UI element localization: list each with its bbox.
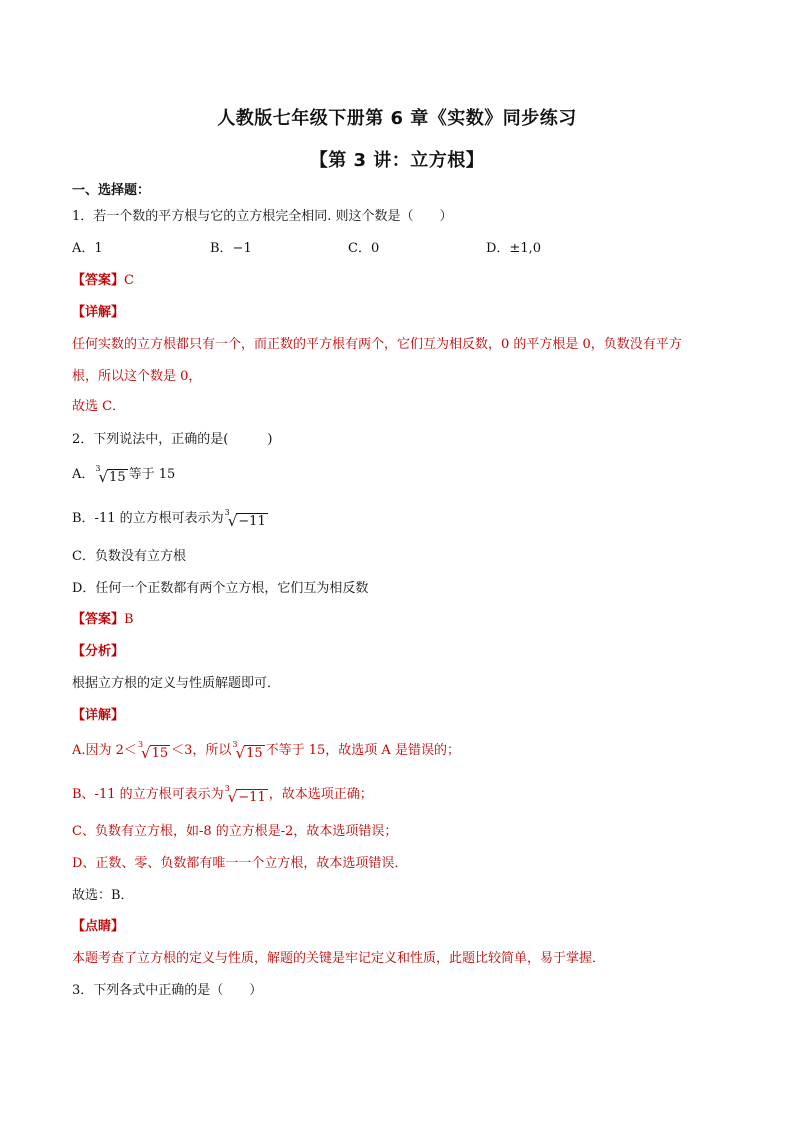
detail-text: A.因为 2＜ bbox=[72, 743, 137, 758]
root-index: 3 bbox=[137, 740, 144, 749]
option-prefix: B．-11 的立方根可表示为 bbox=[72, 511, 224, 526]
option-prefix: A． bbox=[72, 467, 95, 482]
detail-label: 【详解】 bbox=[72, 708, 125, 723]
cube-root: 3 √ −11 bbox=[225, 787, 268, 805]
option-c: C．负数没有立方根 bbox=[72, 549, 186, 564]
detail-text: 不等于 15，故选项 A 是错误的； bbox=[265, 743, 460, 758]
cube-root: 3 √ 15 bbox=[232, 743, 264, 761]
option-suffix: 等于 15 bbox=[128, 467, 176, 482]
cube-root: 3 √ 15 bbox=[138, 743, 170, 761]
root-index: 3 bbox=[232, 740, 238, 749]
section-heading: 一、选择题： bbox=[72, 183, 151, 198]
detail-text: 根，所以这个数是 0， bbox=[72, 369, 202, 384]
answer-line bbox=[72, 611, 134, 629]
comment-text: 本题考查了立方根的定义与性质，解题的关键是牢记定义和性质，此题比较简单，易于掌握． bbox=[72, 951, 606, 966]
root-index: 3 bbox=[224, 784, 230, 793]
detail-text: B、-11 的立方根可表示为 bbox=[72, 787, 224, 802]
radicand: 15 bbox=[109, 470, 126, 485]
question-3-stem: 3．下列各式中正确的是（ ） bbox=[72, 983, 263, 998]
radicand: 15 bbox=[151, 746, 169, 761]
conclusion: 故选 C． bbox=[72, 399, 126, 414]
detail-text: ＜3，所以 bbox=[171, 743, 232, 758]
answer-label: 【答案】 bbox=[72, 273, 125, 288]
option-b: B．−1 bbox=[210, 241, 252, 256]
option-b bbox=[72, 510, 269, 529]
root-index: 3 bbox=[224, 508, 230, 517]
answer-value: C bbox=[124, 273, 134, 288]
answer-value: B bbox=[124, 612, 134, 627]
radicand: 15 bbox=[246, 746, 263, 761]
option-d: D．任何一个正数都有两个立方根，它们互为相反数 bbox=[72, 581, 369, 596]
detail-text: 任何实数的立方根都只有一个，而正数的平方根有两个，它们互为相反数，0 的平方根是 0，负数没有平方 bbox=[72, 337, 682, 352]
root-index: 3 bbox=[95, 464, 101, 473]
cube-root: 3 √ 15 bbox=[95, 467, 127, 485]
cube-root: 3 √ −11 bbox=[225, 511, 268, 529]
option-a: A．1 bbox=[72, 241, 103, 256]
page-title: 人教版七年级下册第 6 章《实数》同步练习 bbox=[217, 108, 577, 129]
analysis-label: 【分析】 bbox=[72, 644, 125, 659]
option-c: C．0 bbox=[348, 241, 380, 256]
analysis-text: 根据立方根的定义与性质解题即可． bbox=[72, 676, 281, 691]
detail-b bbox=[72, 786, 373, 805]
detail-a bbox=[72, 742, 460, 761]
answer-line bbox=[72, 272, 134, 290]
option-d: D．±1,0 bbox=[486, 241, 541, 256]
answer-label: 【答案】 bbox=[72, 612, 125, 627]
question-1-stem: 1．若一个数的平方根与它的立方根完全相同. 则这个数是（ ） bbox=[72, 209, 453, 224]
detail-label: 【详解】 bbox=[72, 305, 125, 320]
radicand: −11 bbox=[238, 790, 266, 805]
radicand: −11 bbox=[238, 514, 266, 529]
comment-label: 【点睛】 bbox=[72, 919, 125, 934]
detail-text: ，故本选项正确； bbox=[268, 787, 373, 802]
detail-d: D、正数、零、负数都有唯一一个立方根，故本选项错误． bbox=[72, 856, 408, 871]
conclusion: 故选：B． bbox=[72, 888, 134, 903]
detail-c: C、负数有立方根，如-8 的立方根是-2，故本选项错误； bbox=[72, 824, 398, 839]
page-subtitle: 【第 3 讲：立方根】 bbox=[309, 150, 485, 171]
option-a bbox=[72, 466, 175, 485]
question-2-stem: 2．下列说法中，正确的是( ) bbox=[72, 432, 273, 447]
